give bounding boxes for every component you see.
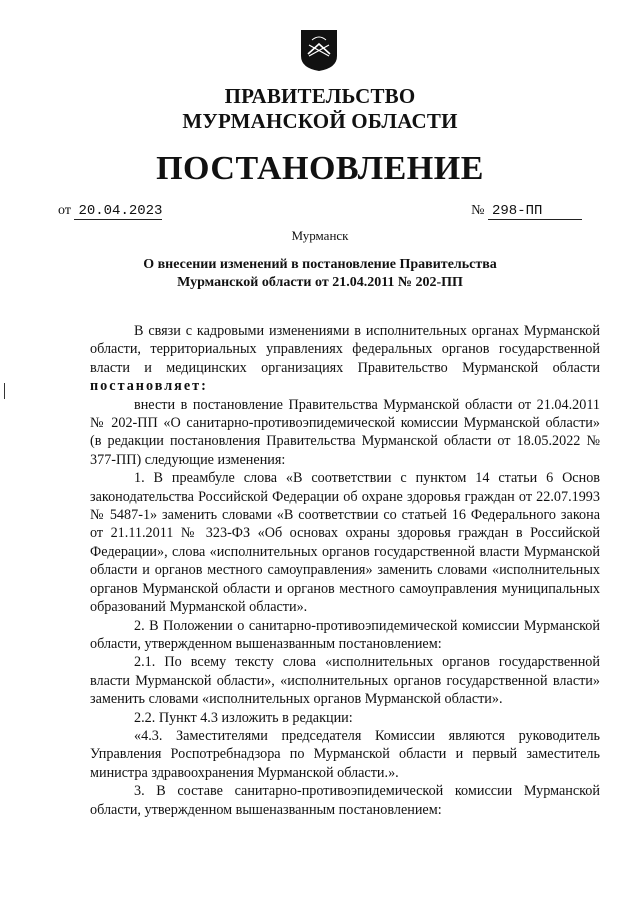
resolves-keyword: постановляет: [90,378,208,395]
preamble-text: В связи с кадровыми изменениями в исполнительных органах Мурманской области, территориальных управлениях федеральных органов государственной власти и медицинских организациях Правительство Мурманской области [90,323,600,376]
date-block [58,203,162,220]
document-type-title: ПОСТАНОВЛЕНИЕ [156,150,484,187]
date-field: 20.04.2023 [74,204,162,220]
document-body [90,322,600,819]
government-heading [0,84,640,134]
paragraph-item-1: 1. В преамбуле слова «В соответствии с пунктом 14 статьи 6 Основ законодательства Российской Федерации об охране здоровья граждан от 22.07.1993 № 5487-1» заменить словами «В соответствии со статьей 16 Федерального закона от 21.11.2011 № 323-ФЗ «Об основах охраны здоровья граждан в Российской Федерации», слова «исполнительных органов государственной власти Мурманской области и органов местного самоуправления» заменить словами «исполнительных органов Мурманской области и органов местного самоуправления муниципальных образований Мурманской области». [90,470,600,616]
paragraph-quote-4-3: «4.3. Заместителями председателя Комиссии являются руководитель Управления Роспотребнадзора по Мурманской области и первый заместитель министра здравоохранения Мурманской области.». [90,727,600,781]
government-heading-line2: МУРМАНСКОЙ ОБЛАСТИ [182,109,458,133]
paragraph-item-3: 3. В составе санитарно-противоэпидемической комиссии Мурманской области, утвержденном вышеназванным постановлением: [90,783,600,818]
subject-title-line1: О внесении изменений в постановление Правительства [143,257,497,272]
document-subject-title [0,256,640,292]
number-field: 298-ПП [488,204,582,220]
paragraph-item-2: 2. В Положении о санитарно-противоэпидемической комиссии Мурманской области, утвержденном вышеназванным постановлением: [90,617,600,652]
paragraph-item-2-1: 2.1. По всему тексту слова «исполнительных органов государственной власти Мурманской области», «исполнительных органов государственной власти» заменить словами «исполнительных органов Мурманской области». [90,654,600,708]
subject-title-line2: Мурманской области от 21.04.2011 № 202-ПП [177,275,463,290]
margin-mark [4,383,5,399]
number-block [471,203,582,220]
date-prefix: от [58,203,71,218]
coat-of-arms-icon [299,28,339,72]
city-label: Мурманск [291,228,349,243]
number-prefix: № [471,203,485,218]
paragraph-resolution: внести в постановление Правительства Мурманской области от 21.04.2011 № 202-ПП «О санитарно-противоэпидемической комиссии Мурманской области» (в редакции постановления Правительства Мурманской области от 18.05.2022 № 377-ПП) следующие изменения: [90,396,600,468]
paragraph-item-2-2: 2.2. Пункт 4.3 изложить в редакции: [134,709,353,726]
paragraph-preamble [90,322,600,396]
government-heading-line1: ПРАВИТЕЛЬСТВО [224,84,416,108]
